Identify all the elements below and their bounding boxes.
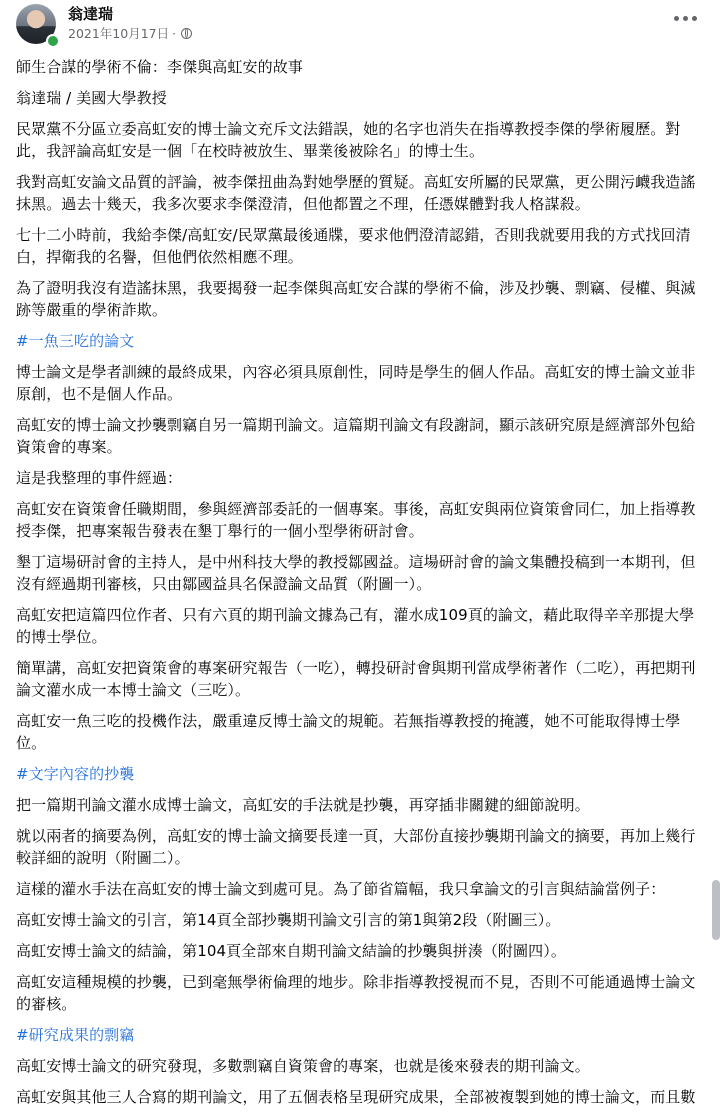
post-meta bbox=[68, 24, 192, 42]
post-paragraph: 我對高虹安論文品質的評論，被李傑扭曲為對她學歷的質疑。高虹安所屬的民眾黨，更公開污衊我造謠抹黑。過去十幾天，我多次要求李傑澄清，但他都置之不理，任憑媒體對我人格謀殺。 bbox=[16, 173, 696, 213]
post-paragraph: 高虹安博士論文的引言，第14頁全部抄襲期刊論文引言的第1與第2段（附圖三）。 bbox=[16, 911, 561, 929]
online-status-icon bbox=[46, 34, 60, 48]
globe-icon bbox=[181, 28, 192, 39]
post-header bbox=[0, 0, 720, 52]
post-paragraph: 博士論文是學者訓練的最終成果，內容必須具原創性，同時是學生的個人作品。高虹安的博士論文並非原創，也不是個人作品。 bbox=[16, 363, 696, 403]
post-paragraph: 就以兩者的摘要為例，高虹安的博士論文摘要長達一頁，大部份直接抄襲期刊論文的摘要，再加上幾行較詳細的說明（附圖二）。 bbox=[16, 827, 696, 867]
post-paragraph: 高虹安的博士論文抄襲剽竊自另一篇期刊論文。這篇期刊論文有段謝詞，顯示該研究原是經濟部外包給資策會的專案。 bbox=[16, 416, 696, 456]
hashtag-heading[interactable]: #研究成果的剽竊 bbox=[16, 1026, 135, 1044]
post-paragraph: 翁達瑞 / 美國大學教授 bbox=[16, 89, 167, 107]
post-paragraph: 為了證明我沒有造謠抹黑，我要揭發一起李傑與高虹安合謀的學術不倫，涉及抄襲、剽竊、侵權、與滅跡等嚴重的學術詐欺。 bbox=[16, 279, 696, 319]
author-name[interactable]: 翁達瑞 bbox=[68, 5, 114, 23]
post-paragraph: 七十二小時前，我給李傑/高虹安/民眾黨最後通牒，要求他們澄清認錯，否則我就要用我的方式找回清白，捍衛我的名譽，但他們依然相應不理。 bbox=[16, 226, 691, 266]
post-paragraph: 這是我整理的事件經過： bbox=[16, 469, 183, 487]
post-paragraph: 師生合謀的學術不倫：李傑與高虹安的故事 bbox=[16, 58, 303, 76]
post-paragraph: 高虹安在資策會任職期間，參與經濟部委託的一個專案。事後，高虹安與兩位資策會同仁，加上指導教授李傑，把專案報告發表在墾丁舉行的一個小型學術研討會。 bbox=[16, 500, 696, 540]
scrollbar-thumb[interactable] bbox=[712, 880, 720, 940]
hashtag-heading[interactable]: #一魚三吃的論文 bbox=[16, 332, 135, 350]
post-paragraph: 高虹安博士論文的研究發現，多數剽竊自資策會的專案，也就是後來發表的期刊論文。 bbox=[16, 1057, 590, 1075]
post-paragraph: 高虹安與其他三人合寫的期刊論文，用了五個表格呈現研究成果，全部被複製到她的博士論文，而且數 bbox=[16, 1088, 696, 1106]
post-date[interactable]: 2021年10月17日 bbox=[68, 26, 170, 41]
post-body bbox=[16, 56, 704, 1117]
post-paragraph: 高虹安這種規模的抄襲，已到毫無學術倫理的地步。除非指導教授視而不見，否則不可能通過博士論文的審核。 bbox=[16, 973, 696, 1013]
hashtag-heading[interactable]: #文字內容的抄襲 bbox=[16, 765, 135, 783]
post-paragraph: 這樣的灌水手法在高虹安的博士論文到處可見。為了節省篇幅，我只拿論文的引言與結論當例子： bbox=[16, 880, 666, 898]
post-paragraph: 簡單講，高虹安把資策會的專案研究報告（一吃），轉投研討會與期刊當成學術著作（二吃），再把期刊論文灌水成一本博士論文（三吃）。 bbox=[16, 659, 696, 699]
meta-separator: · bbox=[172, 25, 177, 41]
more-options-icon[interactable] bbox=[674, 14, 698, 22]
post-paragraph: 高虹安博士論文的結論，第104頁全部來自期刊論文結論的抄襲與拼湊（附圖四）。 bbox=[16, 942, 566, 960]
post-paragraph: 高虹安一魚三吃的投機作法，嚴重違反博士論文的規範。若無指導教授的掩護，她不可能取得博士學位。 bbox=[16, 712, 681, 752]
post-paragraph: 把一篇期刊論文灌水成博士論文，高虹安的手法就是抄襲，再穿插非關鍵的細節說明。 bbox=[16, 796, 590, 814]
post-paragraph: 墾丁這場研討會的主持人，是中州科技大學的教授鄒國益。這場研討會的論文集體投稿到一本期刊，但沒有經過期刊審核，只由鄒國益具名保證論文品質（附圖一）。 bbox=[16, 553, 696, 593]
post-paragraph: 民眾黨不分區立委高虹安的博士論文充斥文法錯誤，她的名字也消失在指導教授李傑的學術履歷。對此，我評論高虹安是一個「在校時被放生、畢業後被除名」的博士生。 bbox=[16, 120, 681, 160]
post-paragraph: 高虹安把這篇四位作者、只有六頁的期刊論文據為己有，灌水成109頁的論文，藉此取得辛辛那提大學的博士學位。 bbox=[16, 606, 695, 646]
